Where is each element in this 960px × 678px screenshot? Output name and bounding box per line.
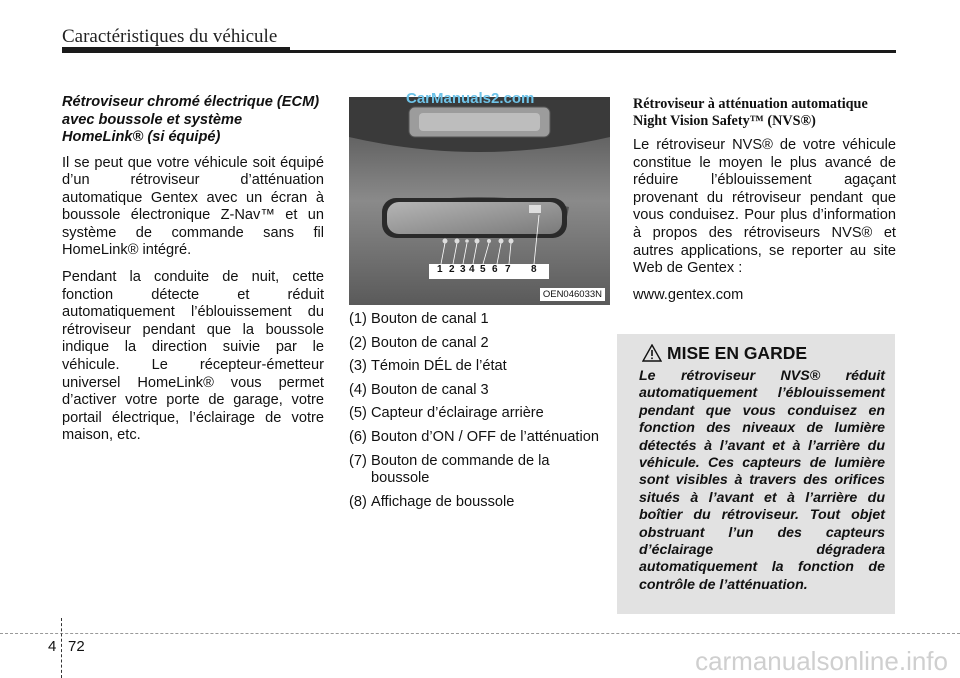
- column-right: [633, 96, 896, 313]
- page-header-title: Caractéristiques du véhicule: [62, 26, 278, 47]
- legend-list: [349, 311, 599, 517]
- legend-num: (3): [349, 358, 367, 375]
- figure-caption: OEN046033N: [540, 288, 605, 301]
- paragraph-intro: Il se peut que votre véhicule soit équipé d’un rétroviseur d’atténuation automatique Gentex avec un écran à boussole électronique Z-Nav™ et un système de commande sans fil HomeLink® intégré.: [62, 154, 324, 259]
- legend-num: (2): [349, 334, 367, 351]
- warning-triangle-icon: [642, 344, 662, 362]
- legend-item: [349, 429, 599, 447]
- legend-num: (6): [349, 428, 367, 445]
- callout-8: 8: [531, 264, 537, 275]
- legend-item: [349, 494, 599, 512]
- callout-1: 1: [437, 264, 443, 275]
- legend-num: (1): [349, 311, 367, 327]
- paragraph-nvs: Le rétroviseur NVS® de votre véhicule constitue le moyen le plus avancé de réduire l’éblouissement agaçant provenant du rétroviseur pendant que vous conduisez. Pour plus d’information à propos des rétroviseurs NVS® et autres applications, se reporter au site Web de Gentex :: [633, 137, 896, 277]
- callout-4: 4: [469, 264, 475, 275]
- site-watermark: carmanualsonline.info: [695, 646, 948, 676]
- legend-item: [349, 311, 599, 329]
- legend-num: (8): [349, 493, 367, 510]
- legend-item: [349, 358, 599, 376]
- section-title-ecm: Rétroviseur chromé électrique (ECM) avec boussole et système HomeLink® (si équipé): [62, 94, 320, 145]
- legend-text: Bouton de canal 3: [371, 381, 489, 398]
- gentex-url: www.gentex.com: [633, 286, 744, 303]
- legend-text: Témoin DÉL de l’état: [371, 358, 507, 375]
- legend-text: Affichage de boussole: [371, 493, 515, 510]
- callout-3: 3: [460, 264, 466, 275]
- callout-7: 7: [505, 264, 511, 275]
- footer-divider: [61, 618, 63, 678]
- legend-text: Bouton de canal 1: [371, 311, 489, 327]
- legend-item: [349, 335, 599, 353]
- warning-heading: MISE EN GARDE: [667, 343, 808, 363]
- column-left: [62, 94, 324, 454]
- mirror-figure: [349, 97, 610, 305]
- legend-text: Bouton de canal 2: [371, 334, 489, 351]
- legend-item: [349, 382, 599, 400]
- legend-num: (5): [349, 405, 367, 422]
- callout-6: 6: [492, 264, 498, 275]
- callout-2: 2: [449, 264, 455, 275]
- warning-box: [617, 334, 895, 614]
- legend-num: (7): [349, 452, 367, 469]
- header-rule: [62, 50, 896, 53]
- callout-5: 5: [480, 264, 486, 275]
- footer-rule: [0, 633, 960, 634]
- legend-text: Bouton de commande de la boussole: [371, 452, 550, 487]
- section-number: 4: [48, 638, 57, 655]
- watermark-text: CarManuals2.com: [406, 90, 535, 107]
- legend-text: Capteur d’éclairage arrière: [371, 405, 544, 422]
- paragraph-night: Pendant la conduite de nuit, cette fonction détecte et réduit automatiquement l’éblouissement du rétroviseur pendant que la boussole indique la direction suivie par le véhicule. Le récepteur-émetteur universel HomeLink® vous permet d’activer votre porte de garage, votre portail électrique, l’éclairage de votre maison, etc.: [62, 269, 324, 444]
- warning-text: Le rétroviseur NVS® réduit automatiquement l’éblouissement pendant que vous conduisez en fonction des niveaux de lumière détectés à l’avant et à l’arrière du véhicule. Ces capteurs de lumière sont visibles à travers des orifices situés à l’avant et à l’arrière du boîtier du rétroviseur. Tout objet obstruant l’un des capteurs d’éclairage dégradera automatiquement la fonction de contrôle de l’atténuation.: [639, 368, 885, 593]
- legend-num: (4): [349, 381, 367, 398]
- section-title-nvs: Rétroviseur à atténuation automatique Night Vision Safety™ (NVS®): [633, 96, 868, 129]
- legend-item: [349, 405, 599, 423]
- legend-item: [349, 453, 599, 488]
- page-number: 72: [68, 638, 85, 655]
- legend-text: Bouton d’ON / OFF de l’atténuation: [371, 428, 599, 445]
